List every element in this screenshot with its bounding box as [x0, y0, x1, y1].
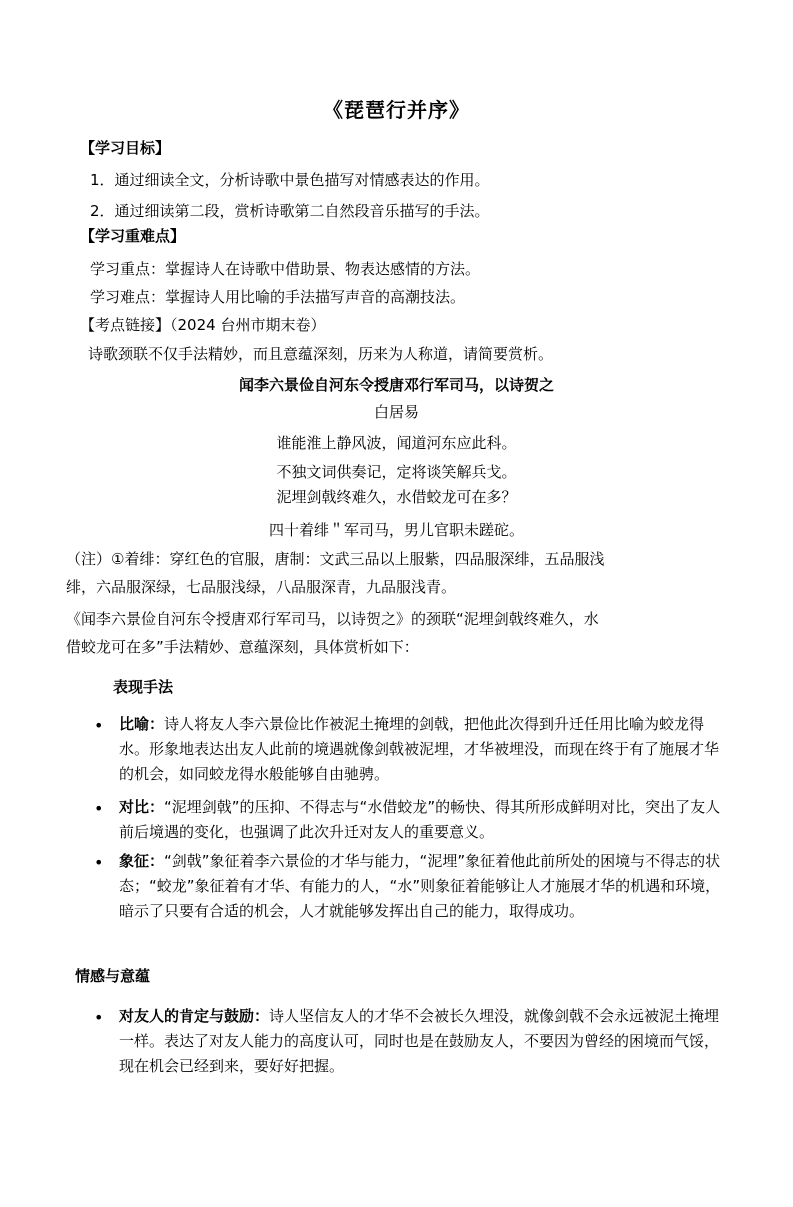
note-line-2: 绯，六品服深绿，七品服浅绿，八品服深青，九品服浅青。 — [66, 578, 457, 596]
poem-title: 闻李六景俭自河东令授唐邓行军司马，以诗贺之 — [238, 376, 554, 394]
analysis-intro-line-1: 《闻李六景俭自河东令授唐邓行军司马，以诗贺之》的颈联“泥埋剑戟终难久，水 — [66, 610, 599, 628]
emotion-header: 情感与意蕴 — [75, 967, 151, 985]
technique-term: 对比： — [119, 798, 165, 816]
poem-line-3: 泥埋剑戟终难久，水借蛟龙可在多？ — [276, 488, 517, 506]
bullet-icon — [94, 859, 102, 867]
technique-item-contrast — [119, 795, 723, 845]
key-points-header: 【学习重难点】 — [80, 227, 186, 245]
objective-item-1: 1．通过细读全文，分析诗歌中景色描写对情感表达的作用。 — [90, 171, 490, 189]
technique-item-symbolism — [119, 849, 723, 924]
technique-text: “剑戟”象征着李六景俭的才华与能力，“泥埋”象征着他此前所处的困境与不得志的状态；“蛟龙”象征着有才华、有能力的人，“水”则象征着能够让人才施展才华的机遇和环境，暗示了只要有合适的机会，人才就能够发挥出自己的能力，取得成功。 — [119, 852, 721, 920]
page-title: 《琵琶行并序》 — [323, 98, 470, 122]
exam-link — [80, 314, 325, 335]
technique-text: 诗人将友人李六景俭比作被泥土掩埋的剑戟，把他此次得到升迁任用比喻为蛟龙得水。形象地表达出友人此前的境遇就像剑戟被泥埋，才华被埋没，而现在终于有了施展才华的机会，如同蛟龙得水般能够自由驰骋。 — [119, 715, 720, 783]
exam-question: 诗歌颈联不仅手法精妙，而且意蕴深刻，历来为人称道，请简要赏析。 — [88, 345, 554, 363]
key-point-item-1: 学习重点：掌握诗人在诗歌中借助景、物表达感情的方法。 — [90, 260, 481, 278]
technique-item-metaphor — [119, 712, 723, 787]
poem-line-1: 谁能淮上静风波，闻道河东应此科。 — [276, 434, 517, 452]
poem-author: 白居易 — [373, 403, 419, 421]
exam-link-header: 【考点链接】 — [80, 316, 171, 334]
poem-line-4: 四十着绯＂军司马，男儿官职未蹉砣。 — [268, 521, 524, 539]
note-line-1: （注）①着绯：穿红色的官服，唐制：文武三品以上服紫，四品服深绯，五品服浅 — [66, 550, 605, 568]
key-point-item-2: 学习难点：掌握诗人用比喻的手法描写声音的高潮技法。 — [90, 288, 466, 306]
objectives-header: 【学习目标】 — [80, 139, 171, 157]
emotion-item-affirmation — [119, 1004, 723, 1079]
bullet-icon — [94, 805, 102, 813]
objective-item-2: 2．通过细读第二段，赏析诗歌第二自然段音乐描写的手法。 — [90, 202, 490, 220]
techniques-header: 表现手法 — [113, 678, 174, 696]
bullet-icon — [94, 1014, 102, 1022]
technique-term: 比喻： — [119, 715, 165, 733]
technique-term: 象征： — [119, 852, 165, 870]
emotion-term: 对友人的肯定与鼓励： — [119, 1007, 270, 1025]
exam-link-source: （2024 台州市期末卷） — [170, 316, 326, 334]
bullet-icon — [94, 722, 102, 730]
emotion-text: 诗人坚信友人的才华不会被长久埋没，就像剑戟不会永远被泥土掩埋一样。表达了对友人能力的高度认可，同时也是在鼓励友人，不要因为曾经的困境而气馁，现在机会已经到来，要好好把握。 — [119, 1007, 720, 1075]
poem-line-2: 不独文词供奏记，定将谈笑解兵戈。 — [276, 463, 517, 481]
technique-text: “泥埋剑戟”的压抑、不得志与“水借蛟龙”的畅快、得其所形成鲜明对比，突出了友人前后境遇的变化，也强调了此次升迁对友人的重要意义。 — [119, 798, 721, 841]
analysis-intro-line-2: 借蛟龙可在多”手法精妙、意蕴深刻，具体赏析如下： — [66, 638, 419, 656]
